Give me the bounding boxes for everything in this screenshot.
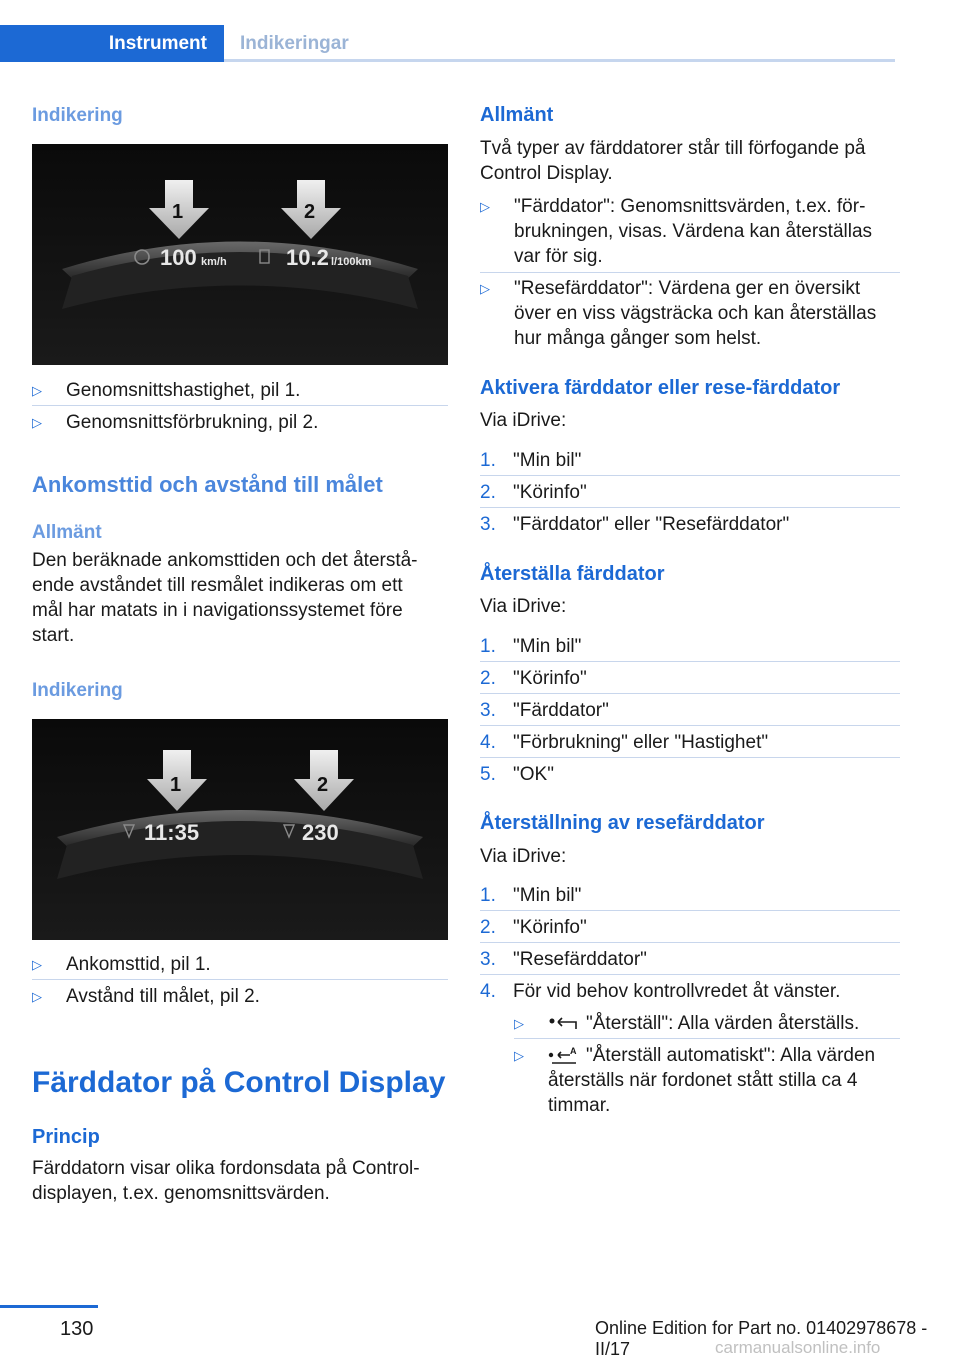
watermark: carmanualsonline.info [715, 1338, 881, 1357]
triangle-bullet-icon: ▷ [480, 281, 490, 296]
separator [480, 942, 900, 943]
svg-text:A: A [570, 1045, 577, 1056]
allmant-paragraph-left: Den beräknade ankomsttiden och det återstå- ende avståndet till resmålet indikeras om ett mål har matats in i navigationssystemet före start. [32, 550, 418, 646]
separator [480, 725, 900, 726]
separator [480, 507, 900, 508]
bullet-item: ▷ Genomsnittsförbrukning, pil 2. [32, 412, 319, 433]
separator [480, 475, 900, 476]
figure-averages [32, 144, 448, 365]
arrow-1-label: 1 [172, 201, 184, 223]
speed-value: 100 [160, 245, 197, 270]
triangle-bullet-icon: ▷ [514, 1048, 524, 1063]
page-number: 130 [60, 1318, 94, 1340]
tab-instrument[interactable]: Instrument [0, 25, 224, 62]
aterstalla-heading: Återställa färddator [480, 563, 665, 585]
header-rule [224, 59, 895, 62]
separator [32, 405, 448, 406]
via-idrive-1: Via iDrive: [480, 410, 567, 431]
triangle-bullet-icon: ▷ [480, 199, 490, 214]
arrow-2-label: 2 [304, 201, 316, 223]
header-bar [0, 0, 960, 62]
figure-arrival [32, 719, 448, 940]
separator [480, 272, 900, 273]
separator [480, 661, 900, 662]
sub-bullet-item: ▷ A "Återställ automatiskt": Alla värden återställs när fordonet stått stilla ca 4 timmar. [514, 1045, 876, 1116]
triangle-bullet-icon: ▷ [32, 957, 42, 972]
bullet-item: ▷ Ankomsttid, pil 1. [32, 954, 211, 975]
list-item: 3. "Resefärddator" [480, 949, 647, 970]
list-item: 1. "Min bil" [480, 885, 582, 906]
reset-icon [548, 1015, 580, 1033]
allmant-heading-right: Allmänt [480, 104, 554, 126]
list-item: 2. "Körinfo" [480, 917, 587, 938]
arrow-2-label: 2 [317, 774, 329, 796]
separator [480, 974, 900, 975]
separator [480, 910, 900, 911]
ankomst-heading: Ankomsttid och avstånd till målet [32, 472, 383, 497]
consumption-unit: l/100km [331, 256, 372, 268]
triangle-bullet-icon: ▷ [32, 415, 42, 430]
list-item: 3. "Färddator" [480, 700, 609, 721]
indikering-heading-1: Indikering [32, 105, 123, 126]
arrow-1-label: 1 [170, 774, 182, 796]
triangle-bullet-icon: ▷ [514, 1016, 524, 1031]
list-item: 3. "Färddator" eller "Resefärddator" [480, 514, 790, 535]
distance-value: 230 [302, 820, 339, 845]
princip-heading: Princip [32, 1126, 100, 1148]
princip-paragraph: Färddatorn visar olika fordonsdata på Control- displayen, t.ex. genomsnittsvärden. [32, 1158, 420, 1204]
via-idrive-3: Via iDrive: [480, 846, 567, 867]
list-item: 1. "Min bil" [480, 636, 582, 657]
sub-bullet-item: ▷ "Återställ": Alla värden återställs. [514, 1013, 860, 1034]
edition-text: Online Edition for Part no. 01402978678 - II/17 [595, 1318, 928, 1359]
list-item: 4. "Förbrukning" eller "Hastighet" [480, 732, 769, 753]
triangle-bullet-icon: ▷ [32, 383, 42, 398]
arrival-time-value: 11:35 [144, 820, 200, 845]
separator [480, 757, 900, 758]
bullet-item: ▷ "Resefärddator": Värdena ger en översikt över en viss vägsträcka och kan återställas hur många gånger som helst. [480, 278, 877, 349]
indikering-heading-2: Indikering [32, 680, 123, 701]
tab-indikeringar[interactable]: Indikeringar [240, 32, 349, 54]
aktivera-heading: Aktivera färddator eller rese-färddator [480, 377, 841, 399]
aterstallning-heading: Återställning av resefärddator [480, 812, 765, 834]
auto-reset-icon [548, 1046, 580, 1066]
section-heading-farddator: Färddator på Control Display [32, 1066, 446, 1099]
speed-unit: km/h [201, 256, 227, 268]
list-item: 2. "Körinfo" [480, 668, 587, 689]
footer-rule [0, 1305, 98, 1308]
triangle-bullet-icon: ▷ [32, 989, 42, 1004]
bullet-item: ▷ Genomsnittshastighet, pil 1. [32, 380, 301, 401]
separator [32, 979, 448, 980]
allmant-paragraph-right: Två typer av färddatorer står till förfogande på Control Display. [480, 138, 866, 184]
separator [514, 1038, 900, 1039]
consumption-value: 10.2 [286, 245, 329, 270]
bullet-item: ▷ "Färddator": Genomsnittsvärden, t.ex. för- brukningen, visas. Värdena kan återställas var för sig. [480, 196, 873, 267]
list-item: 2. "Körinfo" [480, 482, 587, 503]
list-item: 4. För vid behov kontrollvredet åt vänster. [480, 981, 841, 1002]
bullet-item: ▷ Avstånd till målet, pil 2. [32, 986, 260, 1007]
via-idrive-2: Via iDrive: [480, 596, 567, 617]
separator [480, 693, 900, 694]
list-item: 1. "Min bil" [480, 450, 582, 471]
list-item: 5. "OK" [480, 764, 554, 785]
allmant-heading-left: Allmänt [32, 522, 102, 543]
